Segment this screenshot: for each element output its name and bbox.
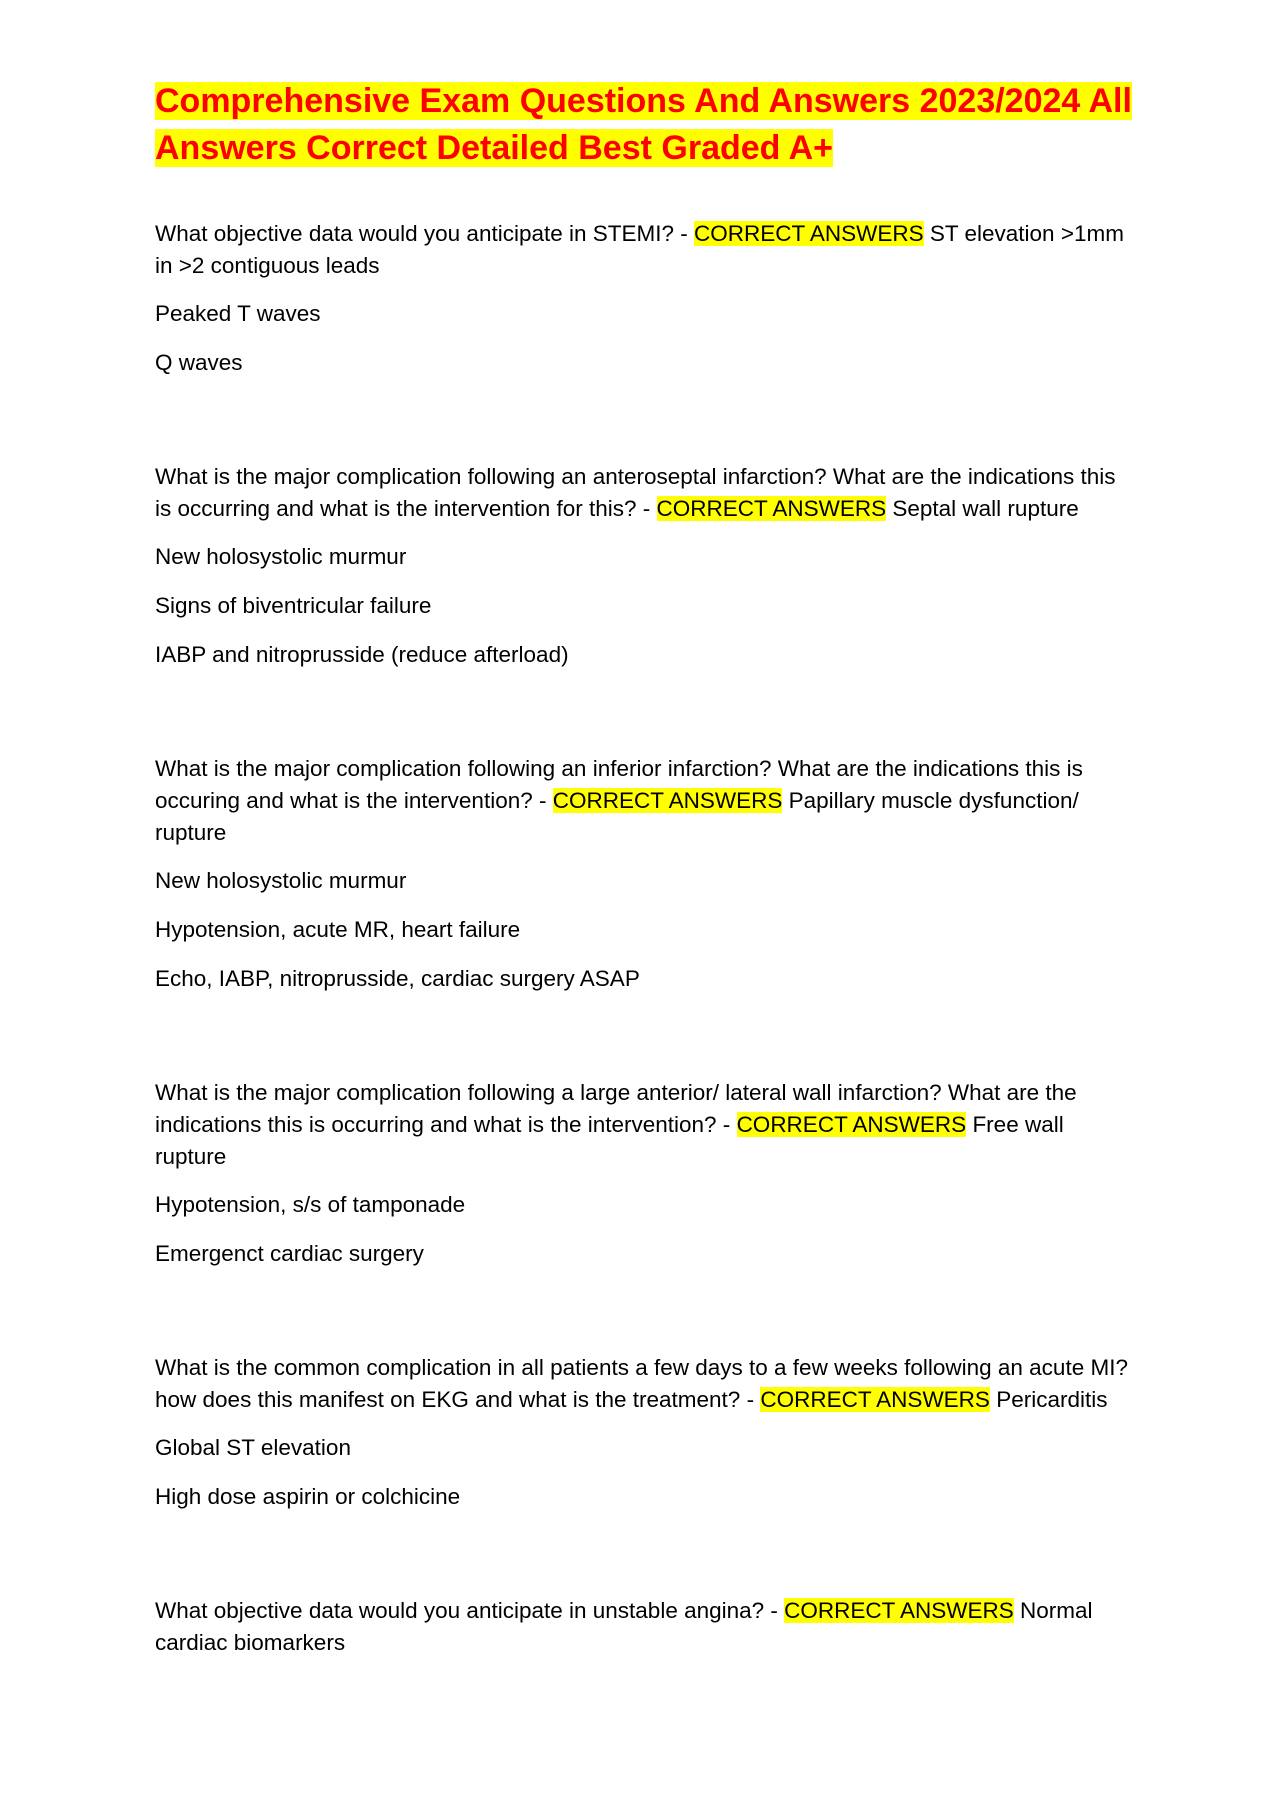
- question-prompt: What is the major complication following a large anterior/ lateral wall infarction? What are the indications this is occurring and what is the intervention? -: [155, 1080, 1077, 1137]
- answer-text: Pericarditis: [989, 1387, 1108, 1412]
- correct-answers-marker: CORRECT ANSWERS: [760, 1387, 990, 1412]
- correct-answers-marker: CORRECT ANSWERS: [736, 1112, 967, 1137]
- qa-item: [155, 753, 1135, 995]
- qa-item: [155, 1352, 1135, 1513]
- question-text: [155, 1595, 1135, 1659]
- question-text: [155, 753, 1135, 849]
- answer-line: New holosystolic murmur: [155, 544, 407, 569]
- correct-answers-marker: CORRECT ANSWERS: [656, 496, 887, 521]
- answer-text: Papillary muscle dysfunction/ rupture: [155, 788, 1079, 845]
- correct-answers-marker: CORRECT ANSWERS: [784, 1598, 1014, 1623]
- qa-item: [155, 1077, 1135, 1270]
- answer-line: Emergenct cardiac surgery: [155, 1241, 424, 1266]
- question-prompt: What objective data would you anticipate in STEMI? -: [155, 221, 695, 246]
- correct-answers-marker: CORRECT ANSWERS: [552, 788, 783, 813]
- document-title-text: Comprehensive Exam Questions And Answers 2023/2024 All Answers Correct Detailed Best Graded A+: [155, 82, 1132, 167]
- answer-text: Normal cardiac biomarkers: [155, 1598, 1093, 1655]
- answer-text: ST elevation >1mm in >2 contiguous leads: [155, 221, 1124, 278]
- question-prompt: What is the common complication in all patients a few days to a few weeks following an acute MI? how does this manifest on EKG and what is the treatment? -: [155, 1355, 1128, 1412]
- document-title: [155, 78, 1135, 172]
- qa-list: [155, 218, 1135, 1659]
- document-page: [155, 78, 1135, 1675]
- answer-line: New holosystolic murmur: [155, 868, 407, 893]
- answer-text: Free wall rupture: [155, 1112, 1064, 1169]
- answer-line: Global ST elevation: [155, 1435, 351, 1460]
- question-prompt: What is the major complication following an inferior infarction? What are the indications this is occuring and what is the intervention? -: [155, 756, 1083, 813]
- question-text: [155, 1077, 1135, 1173]
- qa-item: [155, 218, 1135, 379]
- answer-line: IABP and nitroprusside (reduce afterload): [155, 642, 569, 667]
- answer-line: High dose aspirin or colchicine: [155, 1484, 461, 1509]
- correct-answers-marker: CORRECT ANSWERS: [694, 221, 924, 246]
- question-text: [155, 218, 1135, 282]
- qa-item: [155, 461, 1135, 671]
- question-prompt: What objective data would you anticipate in unstable angina? -: [155, 1598, 785, 1623]
- answer-line: Q waves: [155, 350, 243, 375]
- answer-line: Peaked T waves: [155, 301, 321, 326]
- answer-line: Echo, IABP, nitroprusside, cardiac surgery ASAP: [155, 966, 640, 991]
- answer-line: Hypotension, s/s of tamponade: [155, 1192, 466, 1217]
- question-prompt: What is the major complication following an anteroseptal infarction? What are the indications this is occurring and what is the intervention for this? -: [155, 464, 1116, 521]
- qa-item: [155, 1595, 1135, 1659]
- answer-text: Septal wall rupture: [886, 496, 1079, 521]
- answer-line: Signs of biventricular failure: [155, 593, 432, 618]
- question-text: [155, 1352, 1135, 1416]
- answer-line: Hypotension, acute MR, heart failure: [155, 917, 521, 942]
- question-text: [155, 461, 1135, 525]
